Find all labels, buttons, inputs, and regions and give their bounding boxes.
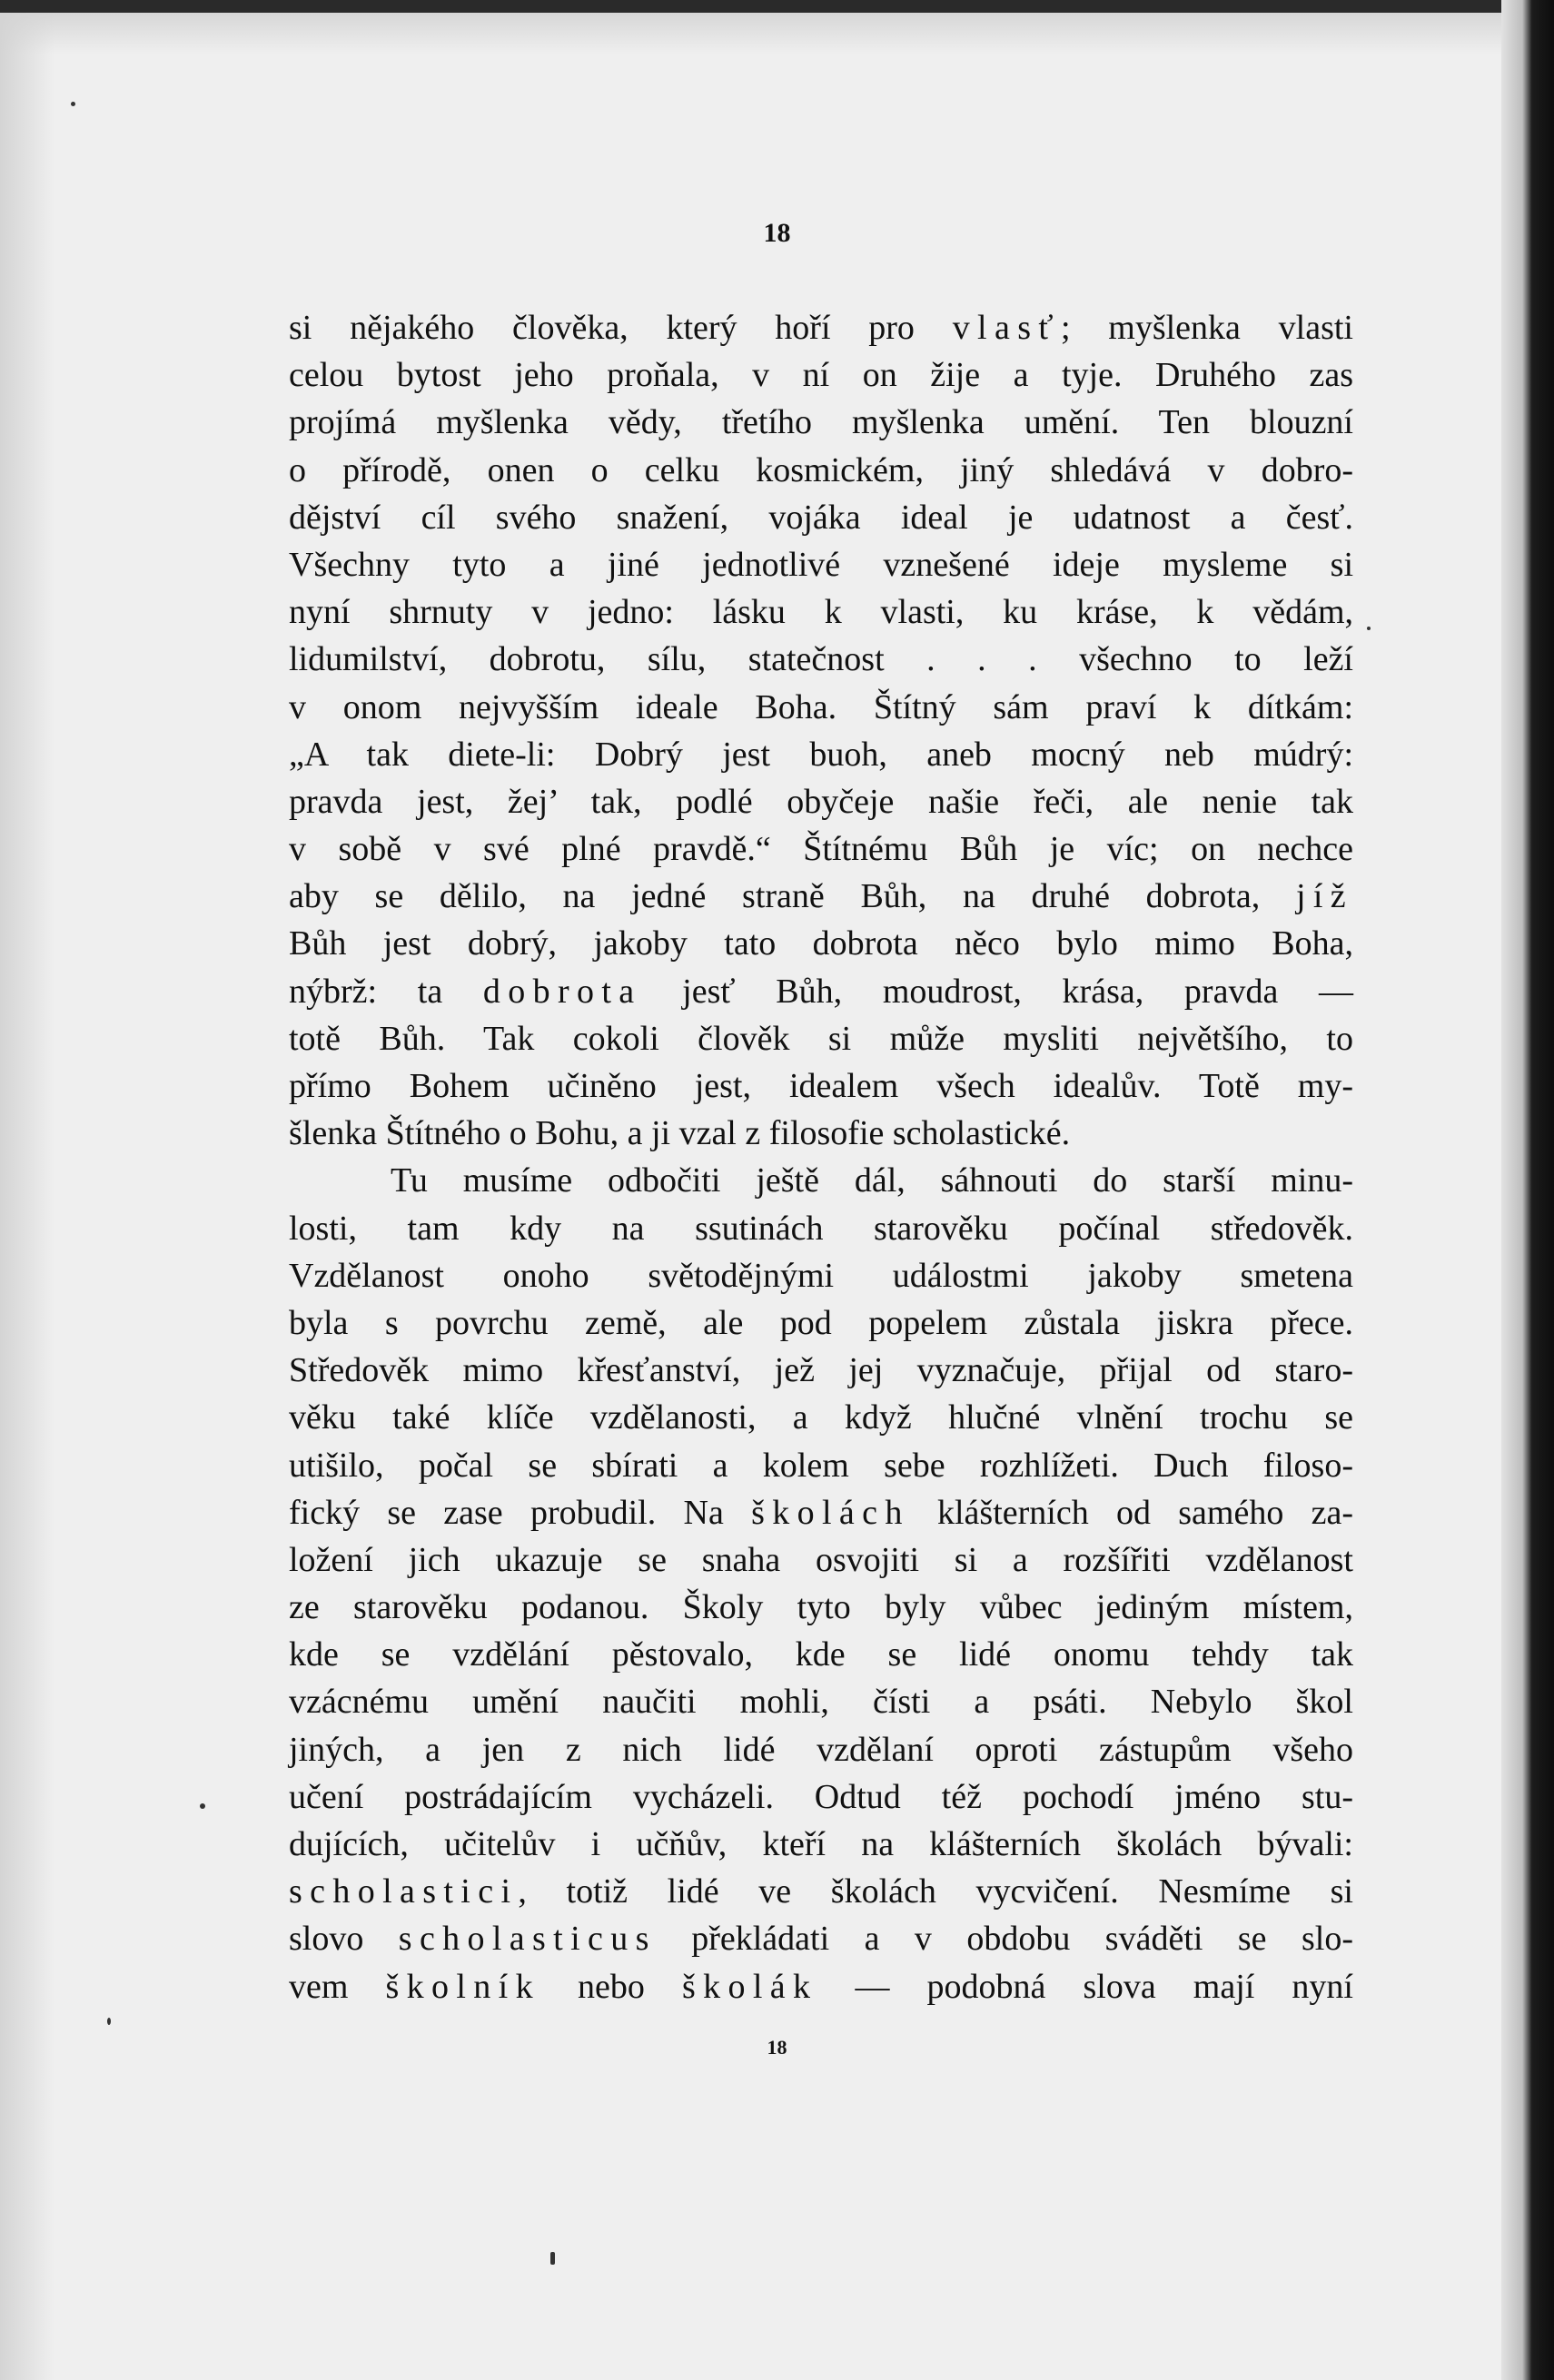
text-line (289, 636, 1353, 683)
text-segment: překládati a v obdobu sváděti se slo- (656, 1920, 1353, 1959)
scan-speck (200, 1803, 205, 1809)
spaced-emphasis: dobrota (482, 972, 642, 1011)
spaced-emphasis: školách (751, 1493, 910, 1532)
text-segment: Vzdělanost onoho světodějnými událostmi jakoby smetena (289, 1256, 1353, 1295)
text-line (289, 1205, 1353, 1252)
text-line (289, 494, 1353, 541)
scan-shadow-left (0, 0, 54, 2380)
body-text (289, 304, 1353, 2010)
text-line (289, 447, 1353, 494)
signature-mark: 18 (767, 2036, 787, 2059)
text-segment: učení postrádajícím vycházeli. Odtud též pochodí jméno stu- (289, 1777, 1353, 1816)
text-line (289, 304, 1353, 351)
text-segment: byla s povrchu země, ale pod popelem zůstala jiskra přece. (289, 1303, 1353, 1342)
text-line (289, 351, 1353, 399)
text-segment: dujících, učitelův i učňův, kteří na klášterních školách bývali: (289, 1825, 1353, 1863)
text-segment: si nějakého člověka, který hoří pro (289, 309, 953, 347)
text-segment: slovo (289, 1920, 399, 1959)
text-segment: v onom nejvyšším ideale Boha. Štítný sám praví k dítkám: (289, 687, 1353, 726)
text-segment: vem (289, 1967, 386, 2006)
scan-speck (550, 2252, 555, 2265)
text-segment: pravda jest, žej’ tak, podlé obyčeje našie řeči, ale nenie tak (289, 782, 1353, 821)
text-segment: Tu musíme odbočiti ještě dál, sáhnouti do starší minu- (391, 1161, 1353, 1200)
text-segment: dějství cíl svého snažení, vojáka ideal je udatnost a česť. (289, 498, 1353, 537)
text-segment: přímo Bohem učiněno jest, idealem všech idealův. Totě my- (289, 1067, 1353, 1105)
text-line (289, 731, 1353, 778)
text-segment: o přírodě, onen o celku kosmickém, jiný shledává v dobro- (289, 450, 1353, 489)
text-segment: Středověk mimo křesťanství, jež jej vyznačuje, přijal od staro- (289, 1351, 1353, 1390)
text-line (289, 1489, 1353, 1536)
text-segment: jesť Bůh, moudrost, krása, pravda — (641, 972, 1353, 1011)
text-line (289, 968, 1353, 1015)
text-segment: jiných, a jen z nich lidé vzdělaní oproti zástupům všeho (289, 1730, 1353, 1769)
text-segment: projímá myšlenka vědy, třetího myšlenka umění. Ten blouzní (289, 403, 1353, 442)
text-segment: ze starověku podanou. Školy tyto byly vůbec jediným místem, (289, 1588, 1353, 1627)
text-line (289, 1062, 1353, 1110)
text-line (289, 1821, 1353, 1868)
spaced-emphasis: školák (682, 1967, 818, 2006)
text-segment: totě Bůh. Tak cokoli člověk si může mysliti největšího, to (289, 1019, 1353, 1058)
text-segment: celou bytost jeho proňala, v ní on žije a tyje. Druhého zas (289, 356, 1353, 395)
text-segment: fický se zase probudil. Na (289, 1493, 752, 1532)
text-segment: — podobná slova mají nyní (817, 1967, 1353, 2006)
text-segment: vzácnému umění naučiti mohli, čísti a psáti. Nebylo škol (289, 1683, 1353, 1722)
text-line (289, 684, 1353, 731)
text-line (289, 1252, 1353, 1299)
text-segment: , totiž lidé ve školách vycvičení. Nesmíme si (518, 1872, 1353, 1911)
text-line (289, 1015, 1353, 1062)
text-line (289, 1963, 1353, 2010)
text-segment: nebo (539, 1967, 682, 2006)
text-line (289, 1394, 1353, 1441)
scan-edge-top (0, 0, 1554, 13)
text-segment: utišilo, počal se sbírati a kolem sebe rozhlížeti. Duch filoso- (289, 1446, 1353, 1485)
text-line (289, 1631, 1353, 1678)
text-line (289, 1110, 1353, 1157)
spaced-emphasis: jíž (1295, 877, 1353, 916)
spaced-emphasis: školník (385, 1967, 540, 2006)
text-segment: věku také klíče vzdělanosti, a když hlučné vlnění trochu se (289, 1398, 1353, 1437)
text-line (289, 1584, 1353, 1631)
spaced-emphasis: scholastici (289, 1872, 519, 1911)
text-line (289, 1773, 1353, 1821)
text-line (289, 873, 1353, 920)
scan-speck (71, 102, 75, 106)
text-line (289, 1678, 1353, 1725)
text-line (289, 588, 1353, 636)
text-line (289, 1442, 1353, 1489)
text-line (289, 1536, 1353, 1584)
text-segment: šlenka Štítného o Bohu, a ji vzal z filosofie scholastické. (289, 1114, 1071, 1153)
text-line (289, 825, 1353, 873)
page-number: 18 (763, 218, 791, 248)
text-line (289, 1726, 1353, 1773)
text-segment: Všechny tyto a jiné jednotlivé vznešené ideje mysleme si (289, 545, 1353, 584)
text-line (289, 399, 1353, 446)
text-segment: nyní shrnuty v jedno: lásku k vlasti, ku kráse, k vědám, (289, 593, 1353, 632)
text-segment: ; myšlenka vlasti (1060, 309, 1353, 347)
text-segment: kde se vzdělání pěstovalo, kde se lidé onomu tehdy tak (289, 1635, 1353, 1674)
text-line (289, 1868, 1353, 1915)
text-segment: nýbrž: ta (289, 972, 483, 1011)
text-line (289, 920, 1353, 967)
text-line (289, 1915, 1353, 1962)
text-segment: lidumilství, dobrotu, sílu, statečnost . . . všechno to leží (289, 640, 1353, 679)
spaced-emphasis: vlasť (952, 309, 1061, 347)
text-segment: Bůh jest dobrý, jakoby tato dobrota něco bylo mimo Boha, (289, 924, 1353, 963)
text-segment: losti, tam kdy na ssutinách starověku počínal středověk. (289, 1209, 1353, 1248)
spaced-emphasis: scholasticus (398, 1920, 657, 1959)
text-segment: v sobě v své plné pravdě.“ Štítnému Bůh je víc; on nechce (289, 830, 1353, 869)
scan-edge-right (1501, 0, 1554, 2380)
text-line (289, 1347, 1353, 1394)
text-line (289, 541, 1353, 588)
text-line (289, 778, 1353, 825)
text-segment: klášterních od samého za- (909, 1493, 1353, 1532)
text-line (289, 1299, 1353, 1347)
text-segment: „A tak diete-li: Dobrý jest buoh, aneb mocný neb múdrý: (289, 735, 1353, 774)
text-segment: ložení jich ukazuje se snaha osvojiti si a rozšířiti vzdělanost (289, 1540, 1353, 1579)
scan-speck (107, 2018, 111, 2025)
text-segment: aby se dělilo, na jedné straně Bůh, na druhé dobrota, (289, 877, 1296, 916)
text-line (289, 1157, 1353, 1204)
scan-speck (1367, 627, 1371, 630)
